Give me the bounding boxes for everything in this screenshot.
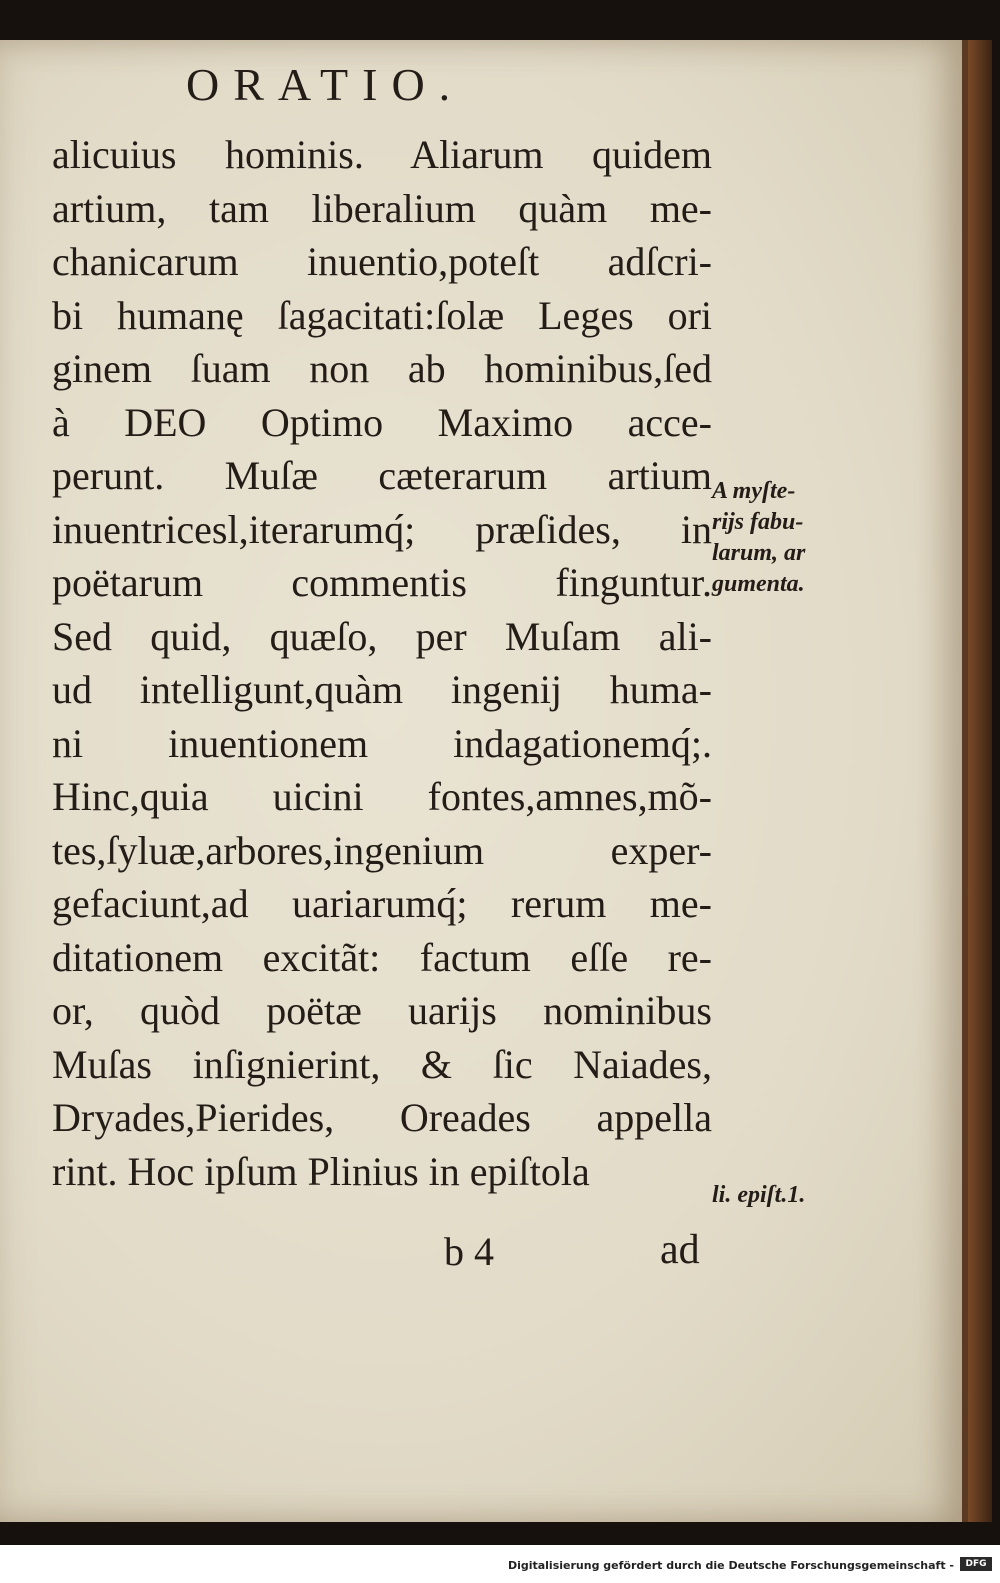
- dfg-logo: DFG: [960, 1557, 992, 1571]
- text-line-3: chanicarum inuentio,poteſt adſcri-: [52, 239, 712, 284]
- margin-note-line: larum, ar: [712, 540, 806, 566]
- margin-note-line: rijs fabu-: [712, 509, 804, 535]
- text-line-20: rint. Hoc ipſum Plinius in epiſtola: [52, 1148, 590, 1194]
- text-line-7: perunt. Muſæ cæterarum artium: [52, 453, 712, 498]
- text-line-16: ditationem excitãt: factum eſſe re-: [52, 934, 712, 980]
- signature-mark: b 4: [444, 1229, 494, 1274]
- text-line-9: poëtarum commentis finguntur.: [52, 560, 712, 605]
- margin-note-line: A myſte-: [712, 478, 796, 504]
- text-line-15: gefaciunt,ad uariarumq́; rerum me-: [52, 881, 712, 926]
- digitization-footer: [0, 1545, 1000, 1583]
- footer-credit: Digitalisierung gefördert durch die Deutsche Forschungsgemeinschaft -: [507, 1559, 954, 1572]
- text-line-4: bi humanę ſagacitati:ſolæ Leges ori: [52, 292, 712, 338]
- text-line-12: ni inuentionem indagationemq́;.: [52, 720, 712, 766]
- margin-note-epistle: li. epiſt.1.: [712, 1182, 806, 1208]
- text-line-17: or, quòd poëtæ uarijs nominibus: [52, 988, 712, 1033]
- text-line-13: Hinc,quia uicini fontes,amnes,mõ-: [52, 774, 712, 819]
- text-line-5: ginem ſuam non ab hominibus,ſed: [52, 346, 712, 391]
- text-line-18: Muſas inſignierint, & ſic Naiades,: [52, 1041, 712, 1087]
- text-line-11: ud intelligunt,quàm ingenij huma-: [52, 667, 712, 712]
- text-line-6: à DEO Optimo Maximo acce-: [52, 399, 712, 445]
- text-line-14: tes,ſyluæ,arbores,ingenium exper-: [52, 827, 712, 873]
- text-line-10: Sed quid, quæſo, per Muſam ali-: [52, 613, 712, 659]
- text-line-8: inuentricesl,iterarumq́; præſides, in: [52, 506, 712, 552]
- body-text: [52, 128, 712, 1198]
- running-title: ORATIO.: [186, 59, 465, 110]
- catchword: ad: [660, 1227, 700, 1273]
- text-line-2: artium, tam liberalium quàm me-: [52, 185, 712, 231]
- text-line-19: Dryades,Pierides, Oreades appella: [52, 1095, 712, 1140]
- text-line-1: alicuius hominis. Aliarum quidem: [52, 132, 712, 177]
- margin-note-line: gumenta.: [712, 571, 805, 597]
- page-edge: [968, 40, 992, 1522]
- margin-note-fables: [712, 476, 842, 600]
